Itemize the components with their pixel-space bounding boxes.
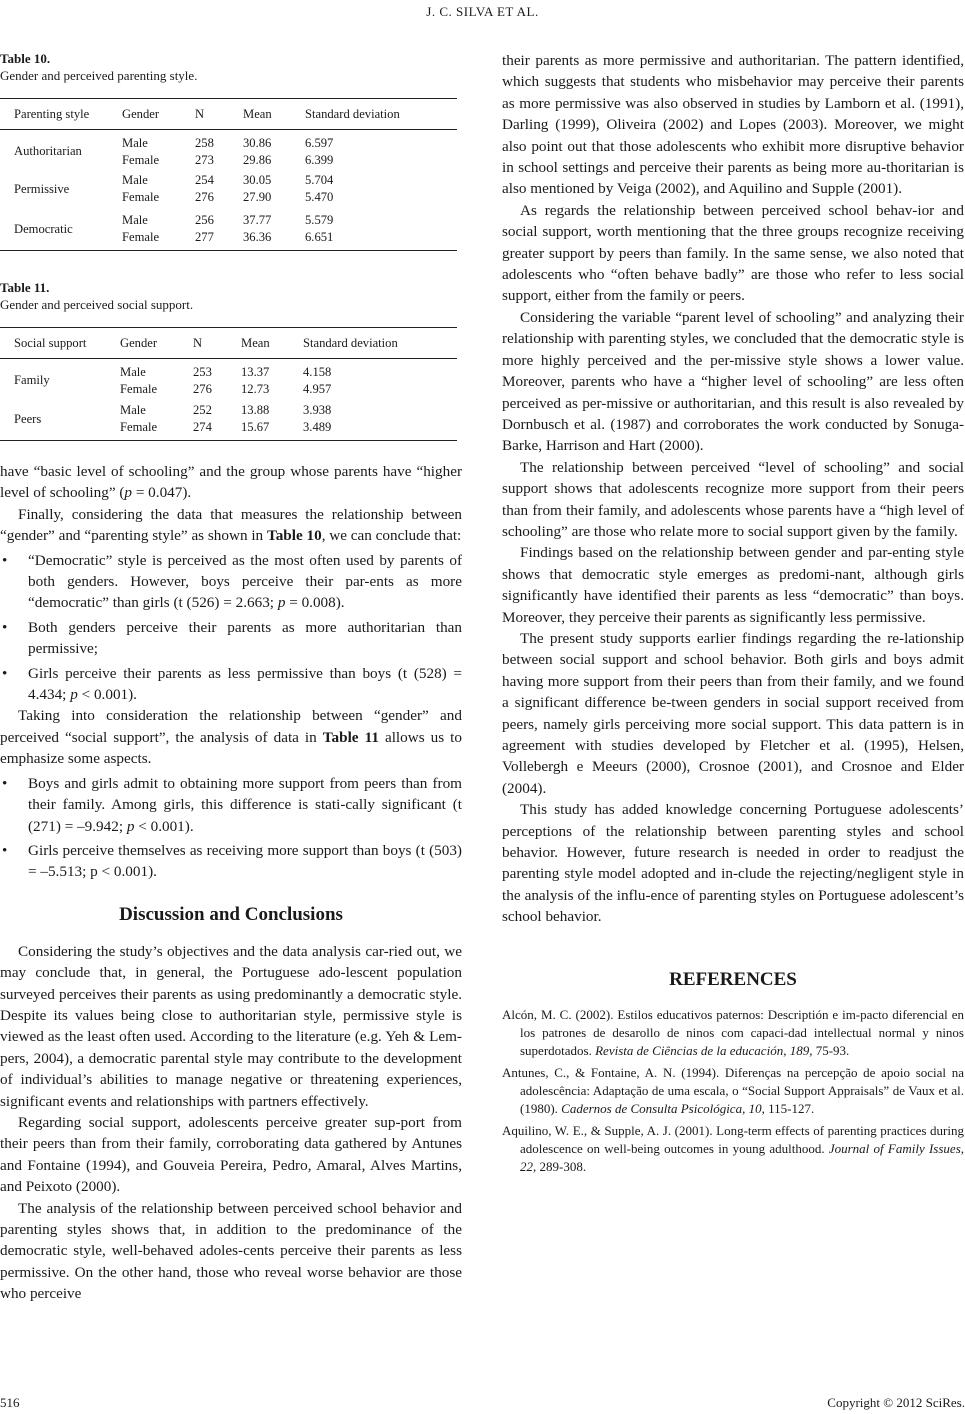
table-row	[0, 359, 457, 399]
table-row	[0, 209, 457, 251]
table-cell: Democratic	[0, 209, 122, 251]
paragraph: their parents as more permissive and authoritarian. The pattern identified, which suggests that students who misbehavior may perceive their parents as more permissive was also observed in studies by Lamborn et al. (1991), Darling (1999), Oliveira (2002) and Lopes (2003). Moreover, we might also point out that those adolescents who exhibit more disruptive behavior in school settings and perceive their parents as being more au-thoritarian is also mentioned by Veiga (2002), and Aquilino and Supple (2001).	[502, 52, 964, 198]
list-item: • “Democratic” style is perceived as the most often used by parents of both genders. However, boys perceive their par-ents as more “democratic” than girls (t (526) = 2.663; p = 0.008).	[2, 551, 462, 612]
table-cell	[122, 209, 195, 251]
table-header-cell: Mean	[243, 99, 305, 130]
cell-line: 6.399	[305, 152, 334, 167]
cell-line: 30.05	[243, 173, 272, 187]
table-header-cell: Standard deviation	[303, 328, 457, 359]
cell-line: 5.579	[305, 213, 334, 228]
table-cell	[120, 399, 193, 441]
cell-line: 37.77	[243, 213, 272, 228]
cell-line: Female	[122, 190, 160, 204]
list-item: • Both genders perceive their parents as more authoritarian than permissive;	[2, 618, 462, 658]
cell-line: 277	[195, 230, 214, 245]
cell-line: 36.36	[243, 230, 272, 245]
paragraph: have “basic level of schooling” and the group whose parents have “higher level of schooling” (p = 0.047).	[0, 463, 462, 502]
paragraph: Taking into consideration the relationship between “gender” and perceived “social support”, the analysis of data in Table 11 allows us to emphasize some aspects.	[0, 707, 462, 768]
table-row	[0, 399, 457, 441]
cell-line: 6.597	[305, 135, 334, 150]
table-cell	[303, 399, 457, 441]
table-cell: Permissive	[14, 181, 70, 196]
table-cell	[243, 170, 305, 209]
table10	[0, 98, 457, 251]
cell-line: 258	[195, 135, 214, 150]
table-cell	[120, 359, 193, 399]
section-heading: Discussion and Conclusions	[119, 903, 343, 925]
table-header-row	[0, 328, 457, 359]
paragraph: Regarding social support, adolescents perceive greater sup-port from their peers than from their family, corroborating data gathered by Antunes and Fontaine (1994), and Gouveia Pereira, Pedro, Amaral, Alves Martins, and Peixoto (2000).	[0, 1113, 462, 1196]
table10-title: Gender and perceived parenting style.	[0, 68, 198, 83]
table-header-cell: N	[195, 99, 243, 130]
cell-line: 12.73	[241, 381, 270, 396]
cell-line: Male	[122, 135, 148, 150]
paragraph: The analysis of the relationship between perceived school behavior and parenting styles shows that, in addition to the predominance of the democratic style, well-behaved adoles-cents perceive their parents as less permissive. On the other hand, those who reveal worse behavior are those who perceive	[0, 1199, 462, 1303]
running-head: J. C. SILVA ET AL.	[426, 4, 539, 19]
cell-line: 256	[195, 213, 214, 228]
paragraph: Considering the variable “parent level of schooling” and analyzing their relationship with parenting styles, we concluded that the democratic style is more highly perceived and the per-missive style shows a lower value. Moreover, parents who have a “higher level of schooling” are less often perceived as per-missive or authoritarian, and this result is also revealed by Dornbusch et al. (1987) and corroborates the work conducted by Sonuga-Barke, Harrison and Hart (2000).	[502, 308, 964, 455]
bullet-list	[0, 550, 462, 706]
table-cell	[195, 209, 243, 251]
cell-line: Male	[120, 403, 146, 418]
cell-line: Male	[120, 364, 146, 379]
bullet-icon: •	[2, 774, 8, 792]
table-cell	[193, 359, 241, 399]
cell-line: 5.470	[305, 190, 334, 204]
paragraph: This study has added knowledge concerning Portuguese adolescents’ perceptions of the relationship between parenting styles and school behavior. However, future research is needed in order to readjust the parenting style model adopted and in-clude the rejecting/negligent style in the analysis of the influ-ence of parenting styles on Portuguese adolescent’s school behavior.	[502, 801, 964, 926]
table-header-cell: Mean	[241, 328, 303, 359]
table-header-cell: Parenting style	[0, 99, 122, 130]
table-header-row	[0, 99, 457, 130]
table-header-cell: Standard deviation	[305, 99, 457, 130]
cell-line: Female	[122, 230, 160, 245]
table-header-cell: Social support	[0, 328, 120, 359]
bullet-icon: •	[2, 618, 8, 636]
cell-line: 253	[193, 364, 212, 379]
paragraph: The present study supports earlier findings regarding the re-lationship between social support and school behavior. Both girls and boys admit having more support from their peers than from their family, and we found a significant difference be-tween genders in social support received from peers, namely girls perceiving more social support. This data pattern is in agreement with studies developed by Fletcher et al. (1995), Helsen, Vollebergh e Meeurs (2000), Crosnoe (2001), and Crosnoe and Elder (2004).	[502, 629, 964, 797]
page-number: 516	[0, 1395, 20, 1410]
bullet-list	[0, 773, 462, 883]
table-row	[0, 130, 457, 170]
cell-line: 4.957	[303, 381, 332, 396]
table-cell	[243, 130, 305, 170]
reference-item: Aquilino, W. E., & Supple, A. J. (2001). Long-term effects of parenting practices during adolescence on well-being outcomes in young adulthood. Journal of Family Issues, 22, 289-308.	[502, 1122, 965, 1174]
cell-line: 3.489	[303, 420, 332, 435]
paragraph: Findings based on the relationship between gender and par-enting style shows that democratic style emerges as predomi-nant, although girls significantly have identified their parents as less “democratic” than boys. Moreover, they perceive their parents as significantly less permissive.	[502, 544, 964, 626]
cell-line: 6.651	[305, 230, 334, 245]
list-item: • Girls perceive their parents as less permissive than boys (t (528) = 4.434; p < 0.001).	[2, 664, 462, 704]
paragraph: Finally, considering the data that measures the relationship between “gender” and “parenting style” as shown in Table 10, we can conclude that:	[0, 505, 462, 545]
cell-line: 254	[195, 173, 214, 187]
table-cell	[305, 130, 457, 170]
reference-item: Alcón, M. C. (2002). Estilos educativos paternos: Descriptión e im-pacto diferencial en los patrones de desarollo de ninos com capaci-dad intellectual normal y ninos superdotados. Revista de Ciências de la educación, 189, 75-93.	[502, 1006, 964, 1058]
cell-line: 29.86	[243, 152, 272, 167]
cell-line: 13.37	[241, 364, 270, 379]
table-row	[0, 170, 457, 209]
table-cell	[241, 359, 303, 399]
cell-line: 15.67	[241, 420, 270, 435]
cell-line: 5.704	[305, 173, 334, 187]
bullet-icon: •	[2, 664, 8, 682]
table-cell: Family	[14, 373, 50, 388]
table-cell: Authoritarian	[14, 144, 82, 159]
copyright: Copyright © 2012 SciRes.	[827, 1395, 965, 1410]
table-cell	[305, 209, 457, 251]
cell-line: 13.88	[241, 403, 270, 418]
cell-line: Male	[122, 173, 148, 187]
cell-line: 30.86	[243, 135, 272, 150]
list-item: • Girls perceive themselves as receiving more support than boys (t (503) = –5.513; p < 0.001).	[2, 841, 462, 881]
left-column	[0, 50, 462, 1305]
list-item: • Boys and girls admit to obtaining more support from peers than from their family. Among girls, this difference is stati-cally significant (t (271) = –9.942; p < 0.001).	[2, 774, 462, 835]
table-cell	[195, 130, 243, 170]
table-cell	[305, 170, 457, 209]
cell-line: 252	[193, 403, 212, 418]
table-cell	[243, 209, 305, 251]
table-cell: Peers	[0, 399, 120, 441]
references-heading: REFERENCES	[669, 968, 797, 990]
table-cell	[122, 130, 195, 170]
table-header-cell: Gender	[122, 99, 195, 130]
cell-line: 27.90	[243, 190, 272, 204]
table-cell	[122, 170, 195, 209]
paragraph: As regards the relationship between perceived school behav-ior and social support, worth mentioning that the three groups recognize receiving greater support by peers than family. In the same sense, we also noted that adolescents who “often behave badly” are those who refer to less social support, either from the family or peers.	[502, 201, 964, 305]
table11-title: Gender and perceived social support.	[0, 297, 194, 312]
cell-line: Female	[120, 420, 158, 435]
table-cell	[241, 399, 303, 441]
paragraph: The relationship between perceived “level of schooling” and social support shows that adolescents recognize more support from their peers than from their family, and adolescents whose parents have a “high level of schooling” are those who relate more to social support given by the family.	[502, 458, 964, 540]
right-column	[502, 50, 964, 1180]
table11	[0, 327, 457, 441]
cell-line: 3.938	[303, 403, 332, 418]
cell-line: 276	[195, 190, 214, 204]
cell-line: Male	[122, 213, 148, 228]
table11-number: Table 11.	[0, 280, 50, 295]
bullet-icon: •	[2, 841, 8, 859]
cell-line: Female	[122, 152, 160, 167]
cell-line: 276	[193, 381, 212, 396]
table-header-cell: Gender	[120, 328, 193, 359]
table-cell	[303, 359, 457, 399]
cell-line: 4.158	[303, 364, 332, 379]
table-header-cell: N	[193, 328, 241, 359]
reference-item: Antunes, C., & Fontaine, A. N. (1994). Diferenças na percepção de apoio social na adolescência: Adaptação de uma escala, o “Social Support Appraisals” de Vaux et al. (1980). Cadernos de Consulta Psicológica, 10, 115-127.	[502, 1064, 964, 1116]
bullet-icon: •	[2, 551, 8, 569]
cell-line: Female	[120, 381, 158, 396]
table-cell	[195, 170, 243, 209]
cell-line: 273	[195, 152, 214, 167]
paragraph: Considering the study’s objectives and the data analysis car-ried out, we may conclude that, in general, the Portuguese ado-lescent population surveyed perceives their parents as using predominantly a democratic style. Despite its values being close to authoritarian style, permissive style is viewed as the least often used. According to the literature (e.g. Yeh & Lem-pers, 2004), a democratic parental style may contribute to the development of individual’s abilities to manage negative or threatening experiences, significant events and relationships with partners effectively.	[0, 942, 462, 1110]
table-cell	[193, 399, 241, 441]
cell-line: 274	[193, 420, 212, 435]
table10-number: Table 10.	[0, 51, 51, 66]
